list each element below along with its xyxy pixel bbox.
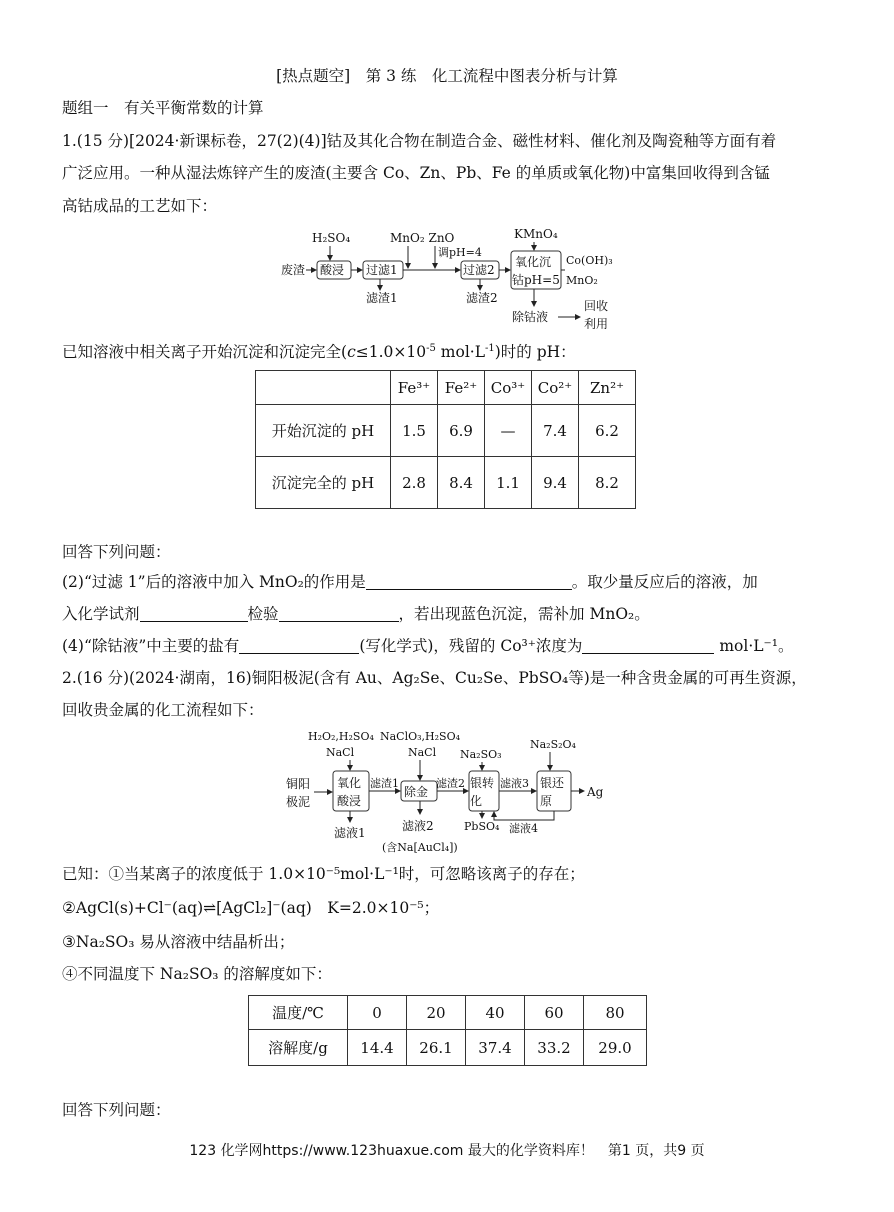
q2-box-oxidize-leach-line1: 氧化 xyxy=(337,776,362,790)
q1-recycle-line1: 回收 xyxy=(584,299,609,313)
q2-solubility-table xyxy=(248,995,647,1066)
q2-known-3: ③Na₂SO₃ 易从溶液中结晶析出； xyxy=(62,933,295,951)
q2-text-line2: 回收贵金属的化工流程如下： xyxy=(62,701,264,719)
q2-reagent-na2s2o4: Na₂S₂O₄ xyxy=(530,738,576,751)
q2-reagent-h2o2: H₂O₂,H₂SO₄ xyxy=(308,730,374,743)
table-row-label: 沉淀完全的 pH xyxy=(256,457,391,509)
table-cell: 8.2 xyxy=(579,457,636,509)
table-cell: 29.0 xyxy=(584,1030,647,1066)
table-header-ion: Fe²⁺ xyxy=(438,371,485,405)
table-cell: — xyxy=(485,405,532,457)
group-heading: 题组一 有关平衡常数的计算 xyxy=(62,99,264,117)
q2-product-pbso4: PbSO₄ xyxy=(464,820,500,833)
q2-box-silver-convert-line2: 化 xyxy=(470,794,483,808)
table-row xyxy=(249,1030,647,1066)
q2-output-ag: Ag xyxy=(587,785,604,799)
table-header-ion: Co²⁺ xyxy=(532,371,579,405)
q1-reagent-kmno4: KMnO₄ xyxy=(514,227,558,241)
q2-filtrate4: 滤液4 xyxy=(509,822,538,835)
answer-blank[interactable] xyxy=(279,605,399,622)
q1-ph-table xyxy=(255,370,636,509)
q2-residue1: 滤渣1 xyxy=(370,777,399,790)
q1-residue2: 滤渣2 xyxy=(466,291,498,305)
table-header-blank xyxy=(256,371,391,405)
q2-reagent-naclo3: NaClO₃,H₂SO₄ xyxy=(380,730,461,743)
q2-box-oxidize-leach-line2: 酸浸 xyxy=(337,794,362,808)
q1-box-oxidation-line1: 氧化沉 xyxy=(515,255,552,269)
table-cell: 80 xyxy=(584,996,647,1030)
table-cell: 7.4 xyxy=(532,405,579,457)
q1-feed-label: 废渣 xyxy=(281,263,306,277)
q1-subq2-line1: (2)“过滤 1”后的溶液中加入 MnO₂的作用是 。取少量反应后的溶液，加 xyxy=(62,573,758,591)
table-cell: 0 xyxy=(348,996,407,1030)
page-footer: 123 化学网https://www.123huaxue.com 最大的化学资料库！ 第1 页，共9 页 xyxy=(189,1143,705,1159)
table-cell: 6.2 xyxy=(579,405,636,457)
q1-subq4-line: (4)“除钴液”中主要的盐有 (写化学式)，残留的 Co³⁺浓度为 mol·L⁻¹。 xyxy=(62,637,794,655)
q1-reagent-mno2-zno: MnO₂ ZnO xyxy=(390,231,455,245)
q2-known-1: 已知：①当某离子的浓度低于 1.0×10⁻⁵mol·L⁻¹时，可忽略该离子的存在； xyxy=(62,865,585,883)
q1-cobalt-free-liquor: 除钴液 xyxy=(512,310,549,324)
table-cell: 20 xyxy=(407,996,466,1030)
q1-box-oxidation-line2: 钴pH=5 xyxy=(512,273,560,287)
table-cell: 40 xyxy=(466,996,525,1030)
q1-text-line2: 广泛应用。一种从湿法炼锌产生的废渣(主要含 Co、Zn、Pb、Fe 的单质或氧化物)中富集回收得到含锰 xyxy=(62,164,770,182)
q2-box-silver-reduce-line1: 银还 xyxy=(540,776,565,790)
q1-text-line1: 1.(15 分)[2024·新课标卷，27(2)(4)]钴及其化合物在制造合金、磁性材料、催化剂及陶瓷釉等方面有着 xyxy=(62,132,777,150)
q1-process-flowchart xyxy=(270,226,630,336)
table-row-label: 溶解度/g xyxy=(249,1030,348,1066)
table-cell: 60 xyxy=(525,996,584,1030)
q2-filtrate3: 滤液3 xyxy=(500,777,529,790)
q2-box-remove-gold-label: 除金 xyxy=(404,785,429,799)
q2-box-silver-convert-line1: 银转 xyxy=(470,776,495,790)
q1-text-line3: 高钴成品的工艺如下： xyxy=(62,197,218,215)
table-header-ion: Zn²⁺ xyxy=(579,371,636,405)
table-cell: 9.4 xyxy=(532,457,579,509)
table-row xyxy=(249,996,647,1030)
q1-adjust-ph: 调pH=4 xyxy=(438,246,482,259)
q2-box-silver-reduce-line2: 原 xyxy=(540,794,553,808)
q2-answer-prompt: 回答下列问题： xyxy=(62,1101,171,1119)
table-cell: 1.1 xyxy=(485,457,532,509)
q2-filtrate2: 滤液2 xyxy=(402,819,434,833)
q2-reagent-nacl-1: NaCl xyxy=(326,746,355,759)
table-row-label: 温度/℃ xyxy=(249,996,348,1030)
q2-known-4: ④不同温度下 Na₂SO₃ 的溶解度如下： xyxy=(62,965,332,983)
table-cell: 1.5 xyxy=(391,405,438,457)
table-cell: 33.2 xyxy=(525,1030,584,1066)
q2-filtrate2-note: (含Na[AuCl₄]) xyxy=(382,841,458,854)
answer-blank[interactable] xyxy=(582,637,714,654)
answer-blank[interactable] xyxy=(239,637,359,654)
q2-reagent-na2so3: Na₂SO₃ xyxy=(460,748,502,761)
q1-reagent-h2so4: H₂SO₄ xyxy=(312,231,351,245)
table-row xyxy=(256,405,636,457)
table-cell: 6.9 xyxy=(438,405,485,457)
q1-recycle-line2: 利用 xyxy=(584,317,609,331)
q2-process-flowchart xyxy=(284,728,620,858)
table-header-ion: Co³⁺ xyxy=(485,371,532,405)
q1-product-cooh3: Co(OH)₃ xyxy=(566,254,613,267)
q2-feed-line1: 铜阳 xyxy=(286,777,311,791)
q2-feed-line2: 极泥 xyxy=(286,795,311,809)
q2-text-line1: 2.(16 分)(2024·湖南，16)铜阳极泥(含有 Au、Ag₂Se、Cu₂Se、PbSO₄等)是一种含贵金属的可再生资源， xyxy=(62,669,807,687)
q2-filtrate1: 滤液1 xyxy=(334,826,366,840)
table-cell: 8.4 xyxy=(438,457,485,509)
table-cell: 26.1 xyxy=(407,1030,466,1066)
q1-known-condition: 已知溶液中相关离子开始沉淀和沉淀完全($c\le 1.0\times 10^{-5}$ $mol\cdot L^{-1}$)时的 pH： xyxy=(62,342,576,361)
q1-residue1: 滤渣1 xyxy=(366,291,398,305)
table-cell: 14.4 xyxy=(348,1030,407,1066)
table-row xyxy=(256,457,636,509)
answer-blank[interactable] xyxy=(366,573,572,590)
q1-subq2-line2: 入化学试剂 检验 ，若出现蓝色沉淀，需补加 MnO₂。 xyxy=(62,605,650,623)
answer-blank[interactable] xyxy=(140,605,248,622)
q1-box-acid-leach-label: 酸浸 xyxy=(320,263,345,277)
q2-reagent-nacl-2: NaCl xyxy=(408,746,437,759)
table-header-ion: Fe³⁺ xyxy=(391,371,438,405)
table-cell: 37.4 xyxy=(466,1030,525,1066)
table-cell: 2.8 xyxy=(391,457,438,509)
q2-known-2: ②AgCl(s)+Cl⁻(aq)⇌[AgCl₂]⁻(aq) K=2.0×10⁻⁵； xyxy=(62,899,440,917)
q1-box-filter1-label: 过滤1 xyxy=(366,263,398,277)
page-title: [热点题空] 第 3 练 化工流程中图表分析与计算 xyxy=(276,67,618,85)
q1-answer-prompt: 回答下列问题： xyxy=(62,543,171,561)
q1-product-mno2: MnO₂ xyxy=(566,274,598,287)
table-row-label: 开始沉淀的 pH xyxy=(256,405,391,457)
q1-box-filter2-label: 过滤2 xyxy=(463,263,495,277)
q2-residue2: 滤渣2 xyxy=(436,777,465,790)
